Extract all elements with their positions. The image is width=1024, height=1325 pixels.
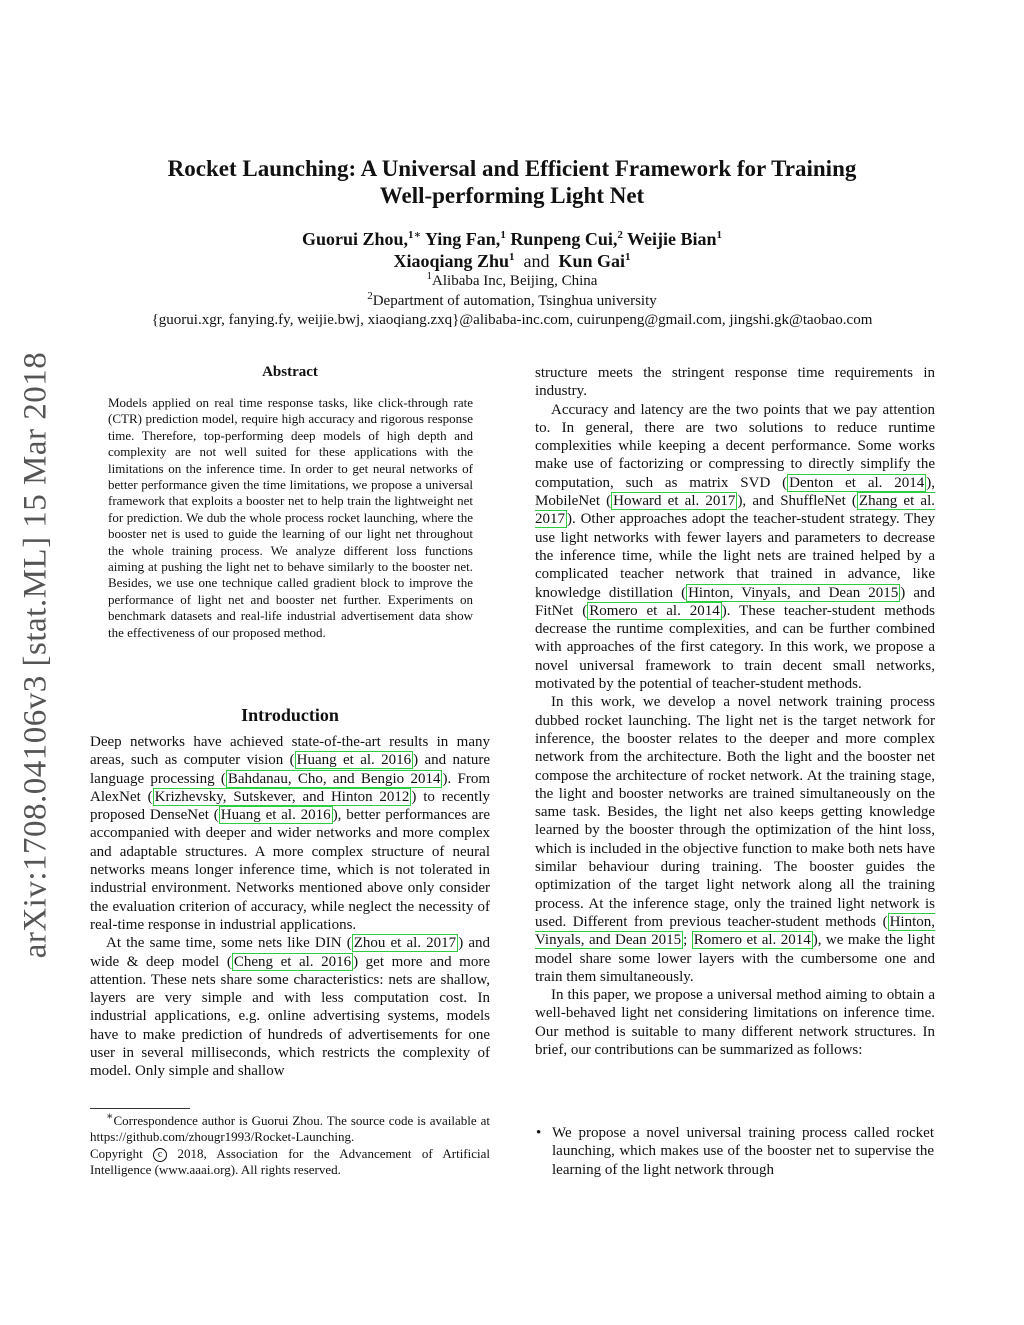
author-emails: {guorui.xgr, fanying.fy, weijie.bwj, xiaoqiang.zxq}@alibaba-inc.com, cuirunpeng@gmail.com, jingshi.gk@taobao.com [151, 312, 873, 328]
citation-link[interactable]: Zhang et al. 2017 [535, 493, 936, 528]
footnote-copyright: Copyright c 2018, Association for the Advancement of Artificial Intelligence (www.aaai.org). All rights reserved. [90, 1145, 491, 1178]
arxiv-id: arXiv:1708.04106v3 [stat.ML] 15 Mar 2018 [17, 351, 54, 959]
citation-link[interactable]: Denton et al. 2014 [789, 474, 925, 491]
intro-paragraph-2: At the same time, some nets like DIN ( Zhou et al. 2017 ) and wide & deep model ( Cheng et al. 2016 ) get more and more attention. These nets share some characteristics: nets are shallow, layers are very simple and with less computation cost. In industrial applications, e.g. online advertising systems, models have to make prediction of hundreds of advertisements for one user in several milliseconds, which restricts the complexity of model. Only simple and shallow [90, 935, 490, 1080]
citation-link[interactable]: Hinton, Vinyals, and Dean 2015 [535, 913, 935, 949]
author-5: Xiaoqiang Zhu [393, 251, 510, 271]
affiliation-1-mark: 1 [426, 270, 433, 282]
author-2: Ying Fan, [424, 229, 501, 249]
author-list [100, 228, 924, 272]
author-3-affil: 2 [617, 229, 623, 241]
author-6-affil: 1 [625, 251, 631, 263]
bullet-icon: • [536, 1125, 542, 1141]
right-paragraph-3: In this paper, we propose a universal method aiming to obtain a well-behaved light net considering limitations on inference time. Our method is suitable to many different network structures. In brief, our contributions can be summarized as follows: [535, 987, 935, 1058]
citation-link[interactable]: Howard et al. 2017 [613, 493, 736, 510]
citation-link[interactable]: Romero et al. 2014 [693, 932, 811, 949]
author-3: Runpeng Cui, [510, 229, 618, 249]
citation-link[interactable]: Huang et al. 2016 [296, 752, 412, 769]
footnote [90, 1110, 491, 1179]
affiliation-1-text: Alibaba Inc, Beijing, China [432, 273, 598, 289]
affiliation-1 [60, 272, 964, 290]
author-4: Weijie Bian [627, 229, 717, 249]
right-paragraph-1: Accuracy and latency are the two points that we pay attention to. In general, there are two solutions to reduce runtime complexities while keeping a decent performance. Some works make use of factorizing or compressing to directly simplify the computation, such as matrix SVD ( Denton et al. 2014 ), MobileNet ( Howard et al. 2017 ), and ShuffleNet ( Zhang et al. 2017 ). Other approaches adopt the teacher-student strategy. They use light networks with fewer layers and parameters to decrease the inference time, while the light nets are trained helped by a complicated teacher network that trained in advance, like knowledge distillation ( Hinton, Vinyals, and Dean 2015 ) and FitNet ( Romero et al. 2014 ). These teacher-student methods decrease the runtime complexities, and can be further combined with approaches of the first category. In this work, we propose a novel universal framework to train decent small networks, motivated by the potential of teacher-student methods. [535, 401, 936, 693]
affiliation-2 [60, 292, 964, 310]
contribution-bullet [536, 1124, 934, 1179]
author-2-affil: 1 [500, 229, 506, 241]
citation-link[interactable]: Huang et al. 2016 [220, 807, 331, 824]
right-column-body [535, 364, 935, 1059]
left-column-body [90, 733, 490, 1081]
affiliation-2-mark: 2 [367, 290, 373, 302]
citation-link[interactable]: Bahdanau, Cho, and Bengio 2014 [227, 770, 441, 787]
author-1: Guorui Zhou, [301, 229, 408, 249]
citation-link[interactable]: Romero et al. 2014 [589, 602, 720, 619]
citation-link[interactable]: Krizhevsky, Sutskever, and Hinton 2012 [154, 788, 410, 805]
affiliation-2-text: Department of automation, Tsinghua university [372, 293, 657, 309]
copyright-icon: c [153, 1148, 167, 1162]
citation-link[interactable]: Cheng et al. 2016 [233, 953, 352, 970]
author-and: and [523, 251, 550, 271]
title-line-2: Well-performing Light Net [379, 183, 645, 208]
intro-paragraph-1: Deep networks have achieved state-of-the-art results in many areas, such as computer vision ( Huang et al. 2016 ) and nature language processing ( Bahdanau, Cho, and Bengio 2014 ). From AlexNet ( Krizhevsky, Sutskever, and Hinton 2012 ) to recently proposed DenseNet ( Huang et al. 2016 ), better performances are accompanied with deeper and wider networks and more complex and adaptable structures. A more complex structure of neural networks means longer inference time, which is not tolerated in industrial environment. Networks mentioned above only consider the evaluation criterion of accuracy, while neglect the necessity of real-time response in industrial applications. [90, 734, 491, 933]
right-paragraph-2: In this work, we develop a novel network training process dubbed rocket launching. The light net is the target network for inference, the booster relates to the deeper and more complex network from the architecture. Both the light and the booster net compose the architecture of rocket network. At the training stage, the light and booster networks are trained simultaneously on the same task. Besides, the light net also keeps getting knowledge learned by the booster through the optimization of the hint loss, which is included in the objective function to make both nets have similar behaviour during training. The booster guides the optimization of the target light network along all the training process. At the inference stage, only the trained light network is used. Different from previous teacher-student methods ( Hinton, Vinyals, and Dean 2015 ; Romero et al. 2014 ), we make the light model share some lower layers with the cumbersome one and train them simultaneously. [535, 694, 935, 985]
bullet-text: We propose a novel universal training process called rocket launching, which makes use of the booster net to supervise the learning of the light network through [552, 1125, 934, 1178]
introduction-heading: Introduction [241, 705, 339, 725]
author-line-1 [100, 228, 924, 250]
right-paragraph-0: structure meets the stringent response time requirements in industry. [535, 365, 935, 400]
citation-link[interactable]: Zhou et al. 2017 [353, 935, 457, 952]
author-6: Kun Gai [558, 251, 626, 271]
title-line-1: Rocket Launching: A Universal and Efficient Framework for Training [167, 156, 857, 181]
footnote-rule [90, 1108, 190, 1109]
author-line-2 [100, 250, 924, 272]
abstract-heading: Abstract [262, 364, 318, 380]
author-5-affil: 1 [509, 251, 515, 263]
footnote-correspondence: ∗Correspondence author is Guorui Zhou. The source code is available at https://github.com/zhougr1993/Rocket-Launching. [90, 1110, 490, 1145]
author-1-affil: 1∗ [408, 229, 422, 241]
abstract-text: Models applied on real time response tasks, like click-through rate (CTR) prediction model, require high accuracy and rigorous response time. Therefore, top-performing deep models of high depth and complexity are not well suited for these applications with the limitations on the inference time. In order to get neural networks of better performance given the time limitations, we propose a universal framework that exploits a booster net to help train the lightweight net for prediction. We dub the whole process rocket launching, where the booster net is used to guide the learning of our light net throughout the whole training process. We analyze different loss functions aiming at pushing the light net to behave similarly to the booster net. Besides, we use one technique called gradient block to improve the performance of light net and booster net further. Experiments on benchmark datasets and real-life industrial advertisement data show the effectiveness of our proposed method. [108, 395, 473, 640]
author-4-affil: 1 [716, 229, 723, 241]
citation-link[interactable]: Hinton, Vinyals, and Dean 2015 [688, 584, 899, 601]
paper-title [100, 155, 924, 209]
